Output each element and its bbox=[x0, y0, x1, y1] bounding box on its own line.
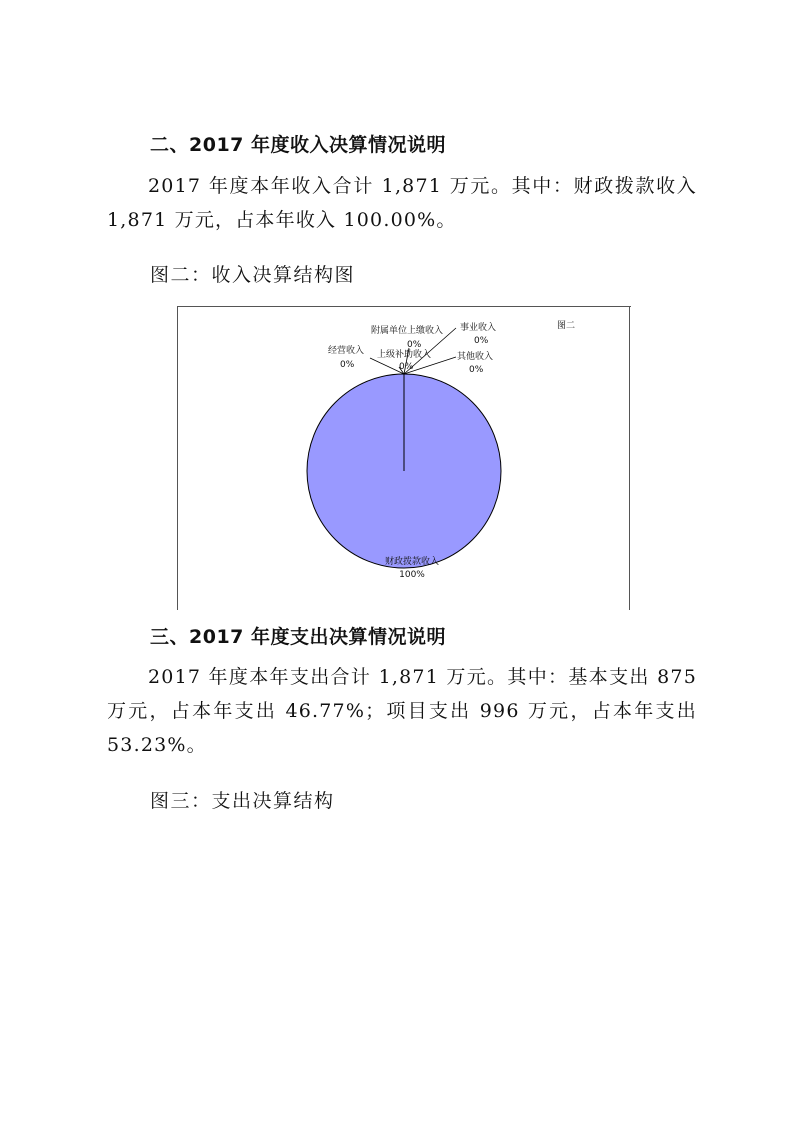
section3-figure-caption: 图三：支出决算结构 bbox=[150, 790, 335, 812]
section3-heading: 三、2017 年度支出决算情况说明 bbox=[150, 626, 446, 648]
slice-label-经营收入: 经营收入 bbox=[328, 346, 365, 356]
income-pie-chart bbox=[177, 306, 631, 610]
slice-label-事业收入: 事业收入 bbox=[460, 323, 497, 333]
slice-label-其他收入: 其他收入 bbox=[457, 352, 494, 362]
slice-pct-上级补助收入: 0% bbox=[399, 362, 414, 372]
section2-figure-caption: 图二：收入决算结构图 bbox=[150, 264, 356, 286]
slice-pct-经营收入: 0% bbox=[340, 360, 355, 370]
slice-label-财政拨款收入: 财政拨款收入 bbox=[384, 557, 440, 567]
slice-pct-事业收入: 0% bbox=[474, 336, 489, 346]
slice-pct-附属单位上缴收入: 0% bbox=[407, 340, 422, 350]
section2-paragraph: 2017 年度本年收入合计 1,871 万元。其中：财政拨款收入 1,871 万元，占本年收入 100.00%。 bbox=[107, 175, 697, 231]
slice-label-附属单位上缴收入: 附属单位上缴收入 bbox=[371, 326, 444, 336]
slice-label-上级补助收入: 上级补助收入 bbox=[377, 350, 432, 360]
section3-paragraph: 2017 年度本年支出合计 1,871 万元。其中：基本支出 875 万元，占本年支出 46.77%；项目支出 996 万元，占本年支出 53.23%。 bbox=[107, 666, 697, 756]
section2-heading: 二、2017 年度收入决算情况说明 bbox=[150, 134, 446, 156]
chart-title: 图二 bbox=[557, 321, 576, 331]
income-pie-svg bbox=[177, 306, 631, 610]
slice-pct-其他收入: 0% bbox=[469, 365, 484, 375]
slice-pct-财政拨款收入: 100% bbox=[399, 570, 425, 580]
